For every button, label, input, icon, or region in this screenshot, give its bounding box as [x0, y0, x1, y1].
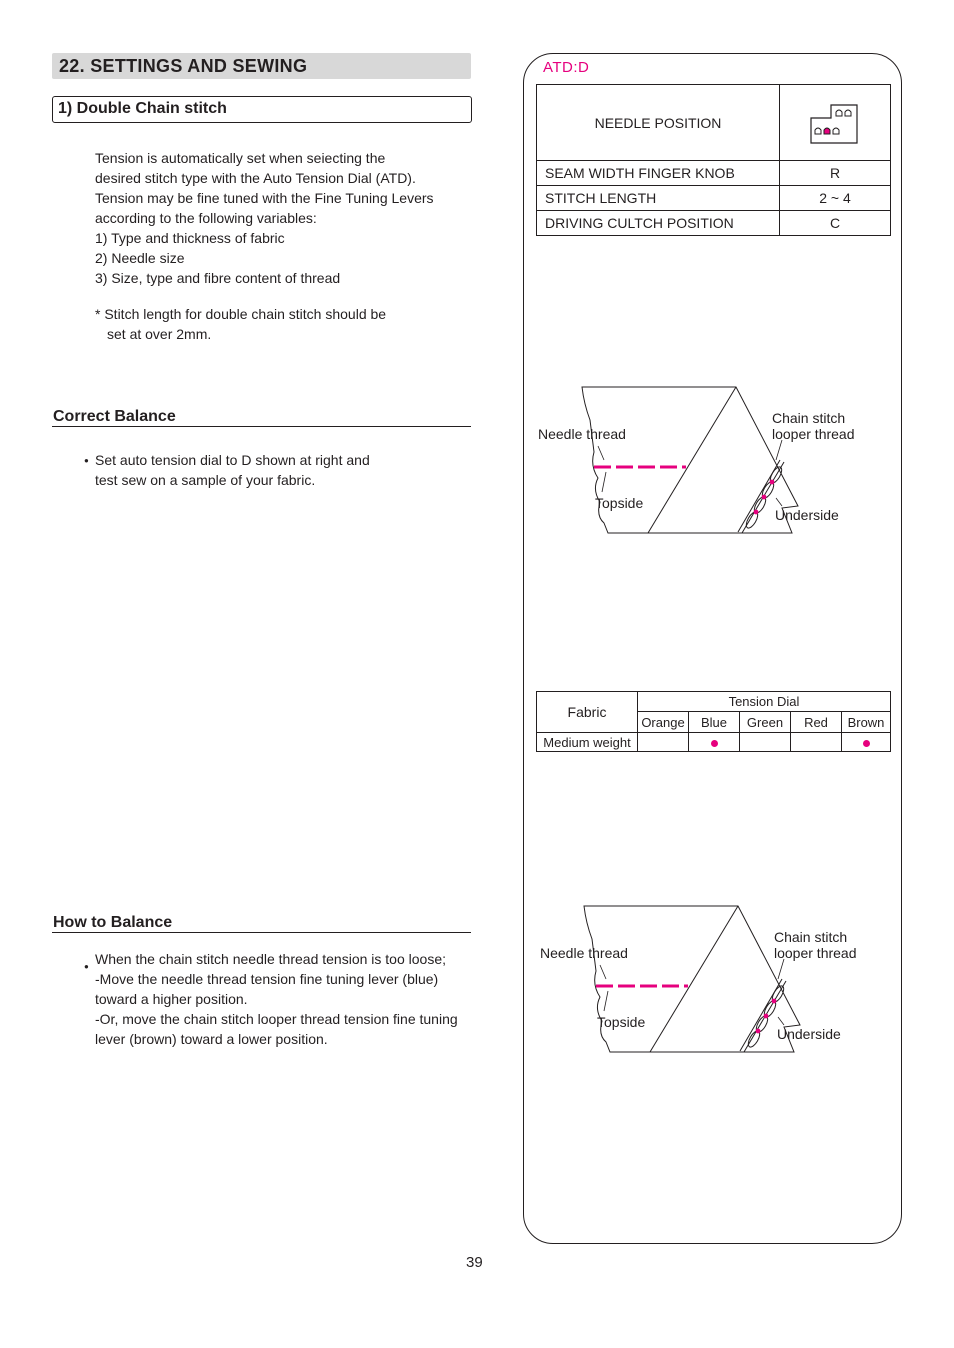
balance-line: -Or, move the chain stitch looper thread tension fine tuning: [95, 1011, 458, 1027]
color-header: Brown: [842, 712, 891, 733]
tension-cell: [842, 733, 891, 752]
settings-value: R: [780, 161, 891, 186]
fabric-header: Fabric: [537, 692, 638, 733]
intro-line: 1) Type and thickness of fabric: [95, 230, 285, 246]
heading-rule: [52, 426, 471, 427]
topside-label: Topside: [595, 495, 644, 511]
chain-label-line: looper thread: [774, 945, 857, 961]
tension-table: [536, 691, 891, 752]
tension-cell: [689, 733, 740, 752]
chain-label-line: looper thread: [772, 426, 855, 442]
settings-label: NEEDLE POSITION: [537, 85, 780, 161]
how-to-balance-heading: How to Balance: [53, 914, 173, 931]
color-header: Green: [740, 712, 791, 733]
note-line: set at over 2mm.: [107, 326, 212, 342]
bullet-icon: ●: [84, 456, 89, 465]
chain-stitch-label: [772, 410, 855, 442]
stitch-length-note: [95, 304, 386, 344]
settings-row: [537, 161, 891, 186]
tension-dial-header: Tension Dial: [638, 692, 891, 712]
settings-row: [537, 211, 891, 236]
note-line: * Stitch length for double chain stitch should be: [95, 306, 387, 322]
balance-line: lever (brown) toward a lower position.: [95, 1031, 328, 1047]
subsection-title: 1) Double Chain stitch: [58, 100, 227, 117]
tension-cell: [638, 733, 689, 752]
color-header: Orange: [638, 712, 689, 733]
settings-row: [537, 186, 891, 211]
settings-row: [537, 85, 891, 161]
color-header: Red: [791, 712, 842, 733]
balance-line: toward a higher position.: [95, 991, 248, 1007]
intro-paragraph: [95, 148, 434, 288]
needle-thread-label: Needle thread: [540, 945, 628, 961]
tension-cell: [740, 733, 791, 752]
bullet-icon: ●: [84, 962, 89, 971]
atd-label: ATD:D: [543, 59, 590, 76]
heading-rule: [52, 932, 471, 933]
balance-line: -Move the needle thread tension fine tuning lever (blue): [95, 971, 439, 987]
bullet-line: test sew on a sample of your fabric.: [95, 472, 316, 488]
bullet-line: Set auto tension dial to D shown at right and: [95, 452, 370, 468]
stitch-diagram-correct: [520, 380, 900, 540]
balance-line: When the chain stitch needle thread tension is too loose;: [95, 951, 446, 967]
topside-label: Topside: [597, 1014, 646, 1030]
tension-dot-icon: [863, 740, 870, 747]
underside-label: Underside: [777, 1026, 841, 1042]
fabric-row-label: Medium weight: [537, 733, 638, 752]
stitch-diagram-balance: [522, 899, 902, 1059]
intro-line: 3) Size, type and fibre content of thread: [95, 270, 341, 286]
settings-label: SEAM WIDTH FINGER KNOB: [537, 161, 780, 186]
section-title: 22. SETTINGS AND SEWING: [59, 56, 308, 76]
chain-stitch-label: [774, 929, 857, 961]
settings-label: STITCH LENGTH: [537, 186, 780, 211]
tension-header-row: [537, 692, 891, 712]
chain-label-line: Chain stitch: [772, 410, 846, 426]
tension-dot-icon: [711, 740, 718, 747]
how-to-balance-text: [95, 949, 458, 1049]
tension-cell: [791, 733, 842, 752]
settings-label: DRIVING CULTCH POSITION: [537, 211, 780, 236]
tension-data-row: [537, 733, 891, 752]
color-header: Blue: [689, 712, 740, 733]
settings-table: [536, 84, 891, 236]
intro-line: 2) Needle size: [95, 250, 185, 266]
needle-thread-label: Needle thread: [538, 426, 626, 442]
page-number: 39: [466, 1254, 483, 1271]
chain-label-line: Chain stitch: [774, 929, 848, 945]
settings-value: 2 ~ 4: [780, 186, 891, 211]
correct-balance-text: [95, 450, 370, 490]
underside-label: Underside: [775, 507, 839, 523]
intro-line: desired stitch type with the Auto Tension Dial (ATD).: [95, 170, 416, 186]
intro-line: Tension may be fine tuned with the Fine Tuning Levers: [95, 190, 434, 206]
intro-line: Tension is automatically set when seiecting the: [95, 150, 386, 166]
intro-line: according to the following variables:: [95, 210, 317, 226]
correct-balance-heading: Correct Balance: [53, 408, 176, 425]
settings-value: C: [780, 211, 891, 236]
needle-position-icon: [780, 85, 891, 161]
